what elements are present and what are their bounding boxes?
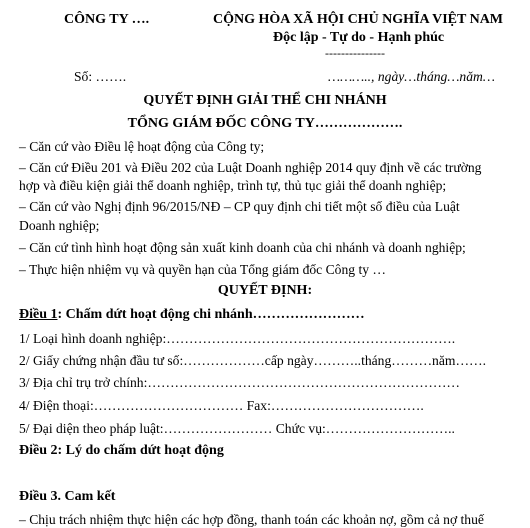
article-1-label: Điều 1 xyxy=(19,307,58,322)
preamble-line: hợp và điều kiện giải thể doanh nghiệp, trình tự, thủ tục giải thể doanh nghiệp; xyxy=(19,178,447,193)
document-date: ……….., ngày…tháng…năm… xyxy=(328,69,495,84)
article-2-heading: Điều 2: Lý do chấm dứt hoạt động xyxy=(19,443,224,458)
preamble-line: – Căn cứ tình hình hoạt động sản xuất kinh doanh của chi nhánh và doanh nghiệp; xyxy=(19,240,466,255)
commitment-line: – Chịu trách nhiệm thực hiện các hợp đồng, thanh toán các khoản nợ, gồm cả nợ thuế xyxy=(19,512,484,527)
decision-heading: QUYẾT ĐỊNH: xyxy=(217,283,313,298)
company-name: CÔNG TY …. xyxy=(64,12,150,27)
preamble-line: – Căn cứ vào Điều lệ hoạt động của Công ty; xyxy=(19,139,265,154)
document-subtitle: TỔNG GIÁM ĐỐC CÔNG TY………………. xyxy=(127,116,403,131)
preamble-line: – Căn cứ vào Nghị định 96/2015/NĐ – CP quy định chi tiết một số điều của Luật xyxy=(19,199,460,214)
article-1-item: 5/ Đại diện theo pháp luật:…………………… Chức vụ:……………………….. xyxy=(19,421,455,436)
article-1-item: 4/ Điện thoại:…………………………… Fax:……………………………. xyxy=(19,398,424,413)
document-number: Số: ……. xyxy=(74,69,127,84)
motto-rule: --------------- xyxy=(325,46,385,60)
article-1-text: : Chấm dứt hoạt động chi nhánh…………………… xyxy=(57,307,365,322)
article-1-item: 1/ Loại hình doanh nghiệp:………………………………………………………. xyxy=(19,331,456,346)
article-1-item: 3/ Địa chỉ trụ trở chính:…………………………………………………………… xyxy=(19,375,461,390)
preamble-line: – Căn cứ Điều 201 và Điều 202 của Luật Doanh nghiệp 2014 quy định về các trường xyxy=(19,160,482,175)
preamble-line: Doanh nghiệp; xyxy=(19,218,100,233)
preamble-line: – Thực hiện nhiệm vụ và quyền hạn của Tổng giám đốc Công ty … xyxy=(19,262,387,277)
document-title: QUYẾT ĐỊNH GIẢI THỂ CHI NHÁNH xyxy=(143,93,387,108)
national-title: CỘNG HÒA XÃ HỘI CHỦ NGHĨA VIỆT NAM xyxy=(213,12,504,27)
article-1-heading xyxy=(19,307,365,323)
national-motto: Độc lập - Tự do - Hạnh phúc xyxy=(273,30,445,45)
article-1-item: 2/ Giấy chứng nhận đầu tư số:………………cấp ngày………..tháng………năm……. xyxy=(19,353,487,368)
article-3-heading: Điều 3. Cam kết xyxy=(19,489,116,504)
